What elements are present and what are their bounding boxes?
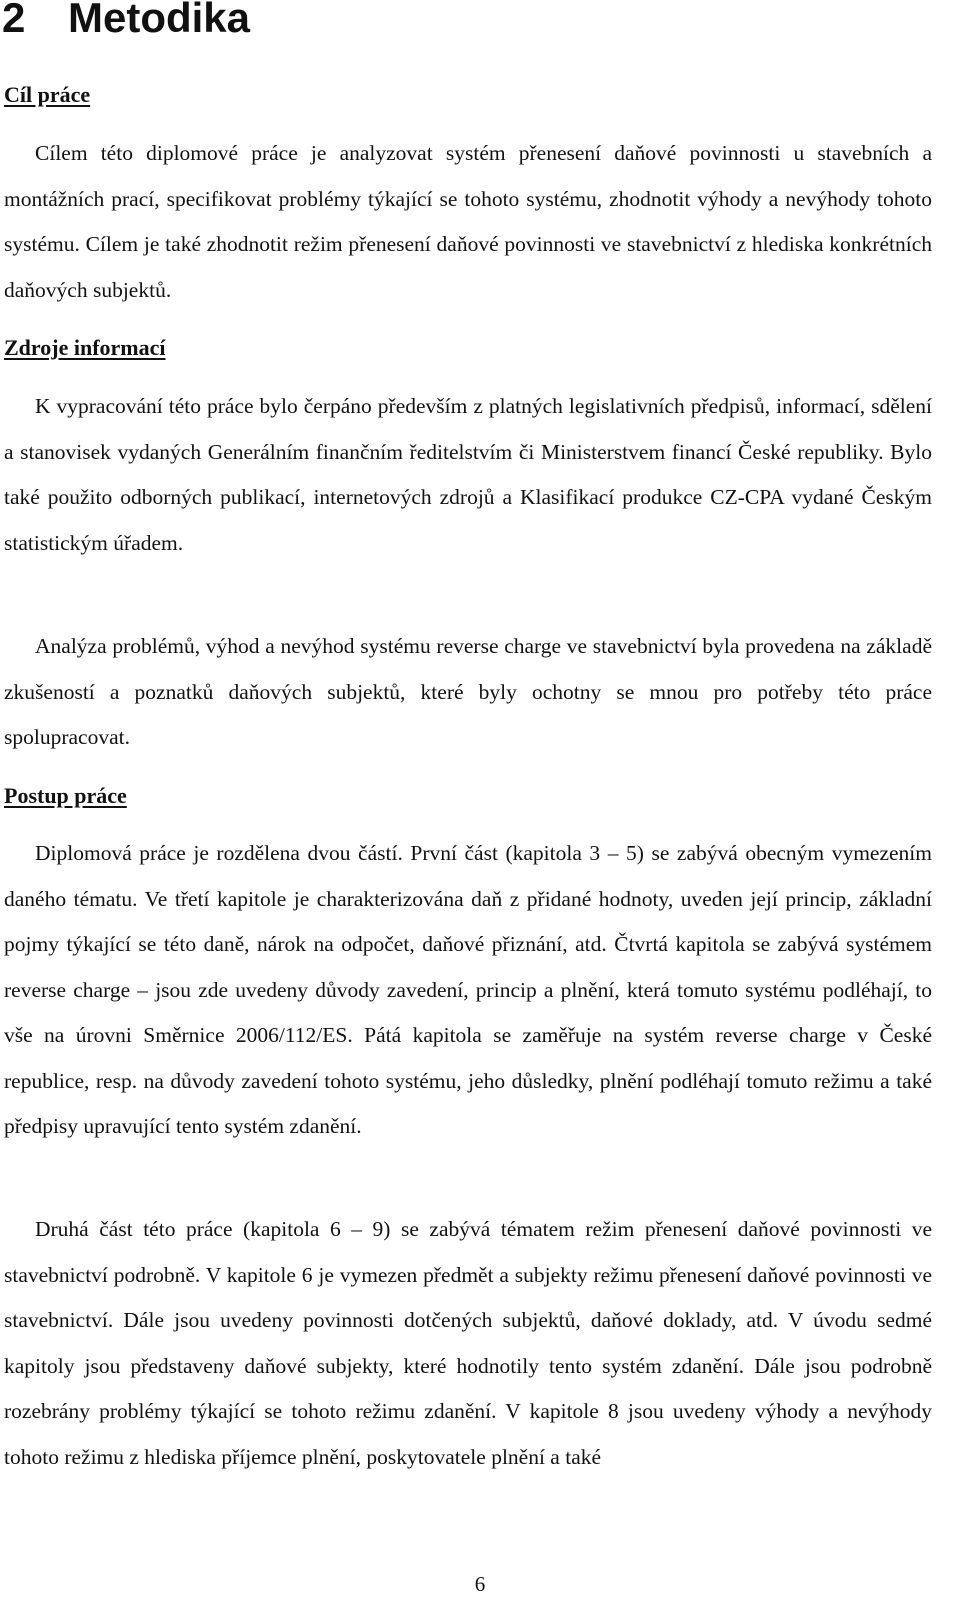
page-number: 6 [474,1572,486,1596]
paragraph-postup-prace-2: Druhá část této práce (kapitola 6 – 9) se zabývá tématem režim přenesení daňové povinnosti ve stavebnictví podrobně. V kapitole 6 je vymezen předmět a subjekty režimu přenesení daňové povinnosti ve stavebnictví. Dále jsou uvedeny povinnosti dotčených subjektů, daňové doklady, atd. V úvodu sedmé kapitoly jsou představeny daňové subjekty, které hodnotily tento systém zdanění. Dále jsou podrobně rozebrány problémy týkající se tohoto režimu zdanění. V kapitole 8 jsou uvedeny výhody a nevýhody tohoto režimu z hlediska příjemce plnění, poskytovatele plnění a také [4,1217,932,1469]
paragraph-cil-prace: Cílem této diplomové práce je analyzovat systém přenesení daňové povinnosti u stavebních a montážních prací, specifikovat problémy týkající se tohoto systému, zhodnotit výhody a nevýhody tohoto systému. Cílem je také zhodnotit režim přenesení daňové povinnosti ve stavebnictví z hlediska konkrétních daňových subjektů. [4,141,932,302]
section-heading-cil-prace: Cíl práce [4,82,91,107]
paragraph-zdroje-informaci-2: Analýza problémů, výhod a nevýhod systému reverse charge ve stavebnictví byla provedena na základě zkušeností a poznatků daňových subjektů, které byly ochotny se mnou pro potřeby této práce spolupracovat. [4,634,932,749]
paragraph-postup-prace-1: Diplomová práce je rozdělena dvou částí. První část (kapitola 3 – 5) se zabývá obecným vymezením daného tématu. Ve třetí kapitole je charakterizována daň z přidané hodnoty, uveden její princip, základní pojmy týkající se této daně, nárok na odpočet, daňové přiznání, atd. Čtvrtá kapitola se zabývá systémem reverse charge – jsou zde uvedeny důvody zavedení, princip a plnění, která tomuto systému podléhají, to vše na úrovni Směrnice 2006/112/ES. Pátá kapitola se zaměřuje na systém reverse charge v České republice, resp. na důvody zavedení tohoto systému, jeho důsledky, plnění podléhají tomuto režimu a také předpisy upravující tento systém zdanění. [4,841,932,1138]
section-heading-postup-prace: Postup práce [4,783,127,808]
section-heading-zdroje-informaci: Zdroje informací [4,335,166,360]
chapter-title-text: Metodika [68,0,251,41]
chapter-title [2,0,250,44]
paragraph-zdroje-informaci-1: K vypracování této práce bylo čerpáno především z platných legislativních předpisů, informací, sdělení a stanovisek vydaných Generálním finančním ředitelstvím či Ministerstvem financí České republiky. Bylo také použito odborných publikací, internetových zdrojů a Klasifikací produkce CZ-CPA vydané Českým statistickým úřadem. [4,394,932,555]
chapter-number: 2 [2,0,26,41]
